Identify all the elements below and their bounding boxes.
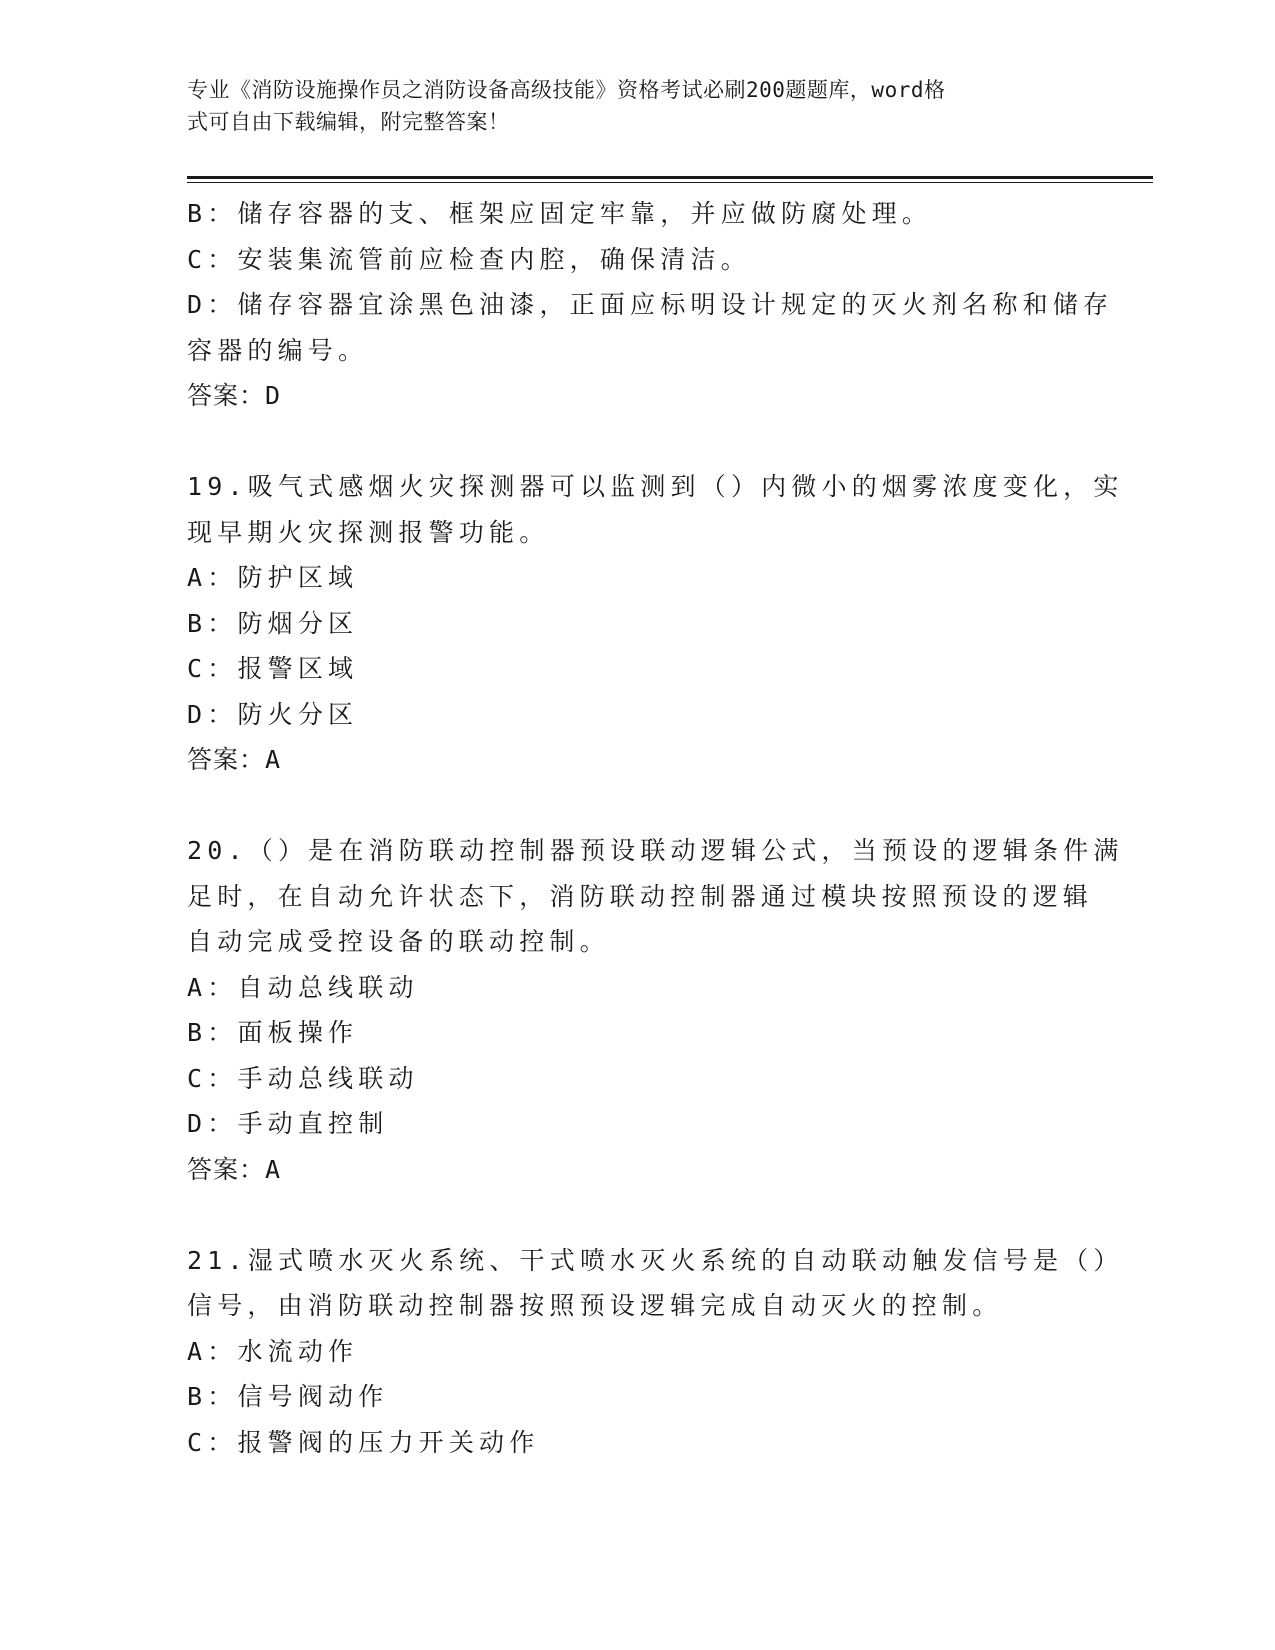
option-b: B：面板操作 [187, 1018, 359, 1047]
option-c: C：手动总线联动 [187, 1063, 419, 1093]
option-a: A：自动总线联动 [187, 972, 419, 1002]
option-d: D：手动直控制 [187, 1109, 389, 1138]
option-b: B：信号阀动作 [187, 1382, 389, 1411]
option-b: B：防烟分区 [187, 608, 359, 638]
question-stem: 自动完成受控设备的联动控制。 [187, 927, 610, 956]
answer: 答案：D [187, 381, 282, 410]
option-c: C：安装集流管前应检查内腔，确保清洁。 [187, 244, 751, 274]
header-line: 专业《消防设施操作员之消防设备高级技能》资格考试必刷200题题库，word格 [187, 78, 946, 102]
header-line: 式可自由下载编辑，附完整答案！ [187, 110, 510, 134]
question-stem: 19.吸气式感烟火灾探测器可以监测到（）内微小的烟雾浓度变化，实 [187, 472, 1124, 501]
option-c: C：报警阀的压力开关动作 [187, 1427, 540, 1457]
answer: 答案：A [187, 1154, 282, 1184]
option-d-continued: 容器的编号。 [187, 335, 369, 365]
option-b: B：储存容器的支、框架应固定牢靠，并应做防腐处理。 [187, 199, 933, 228]
answer: 答案：A [187, 745, 282, 774]
spacer [187, 1192, 1067, 1238]
question-content [187, 191, 1124, 1465]
question-stem: 20.（）是在消防联动控制器预设联动逻辑公式，当预设的逻辑条件满 [187, 836, 1124, 865]
option-d: D：储存容器宜涂黑色油漆，正面应标明设计规定的灭火剂名称和储存 [187, 290, 1114, 319]
option-d: D：防火分区 [187, 699, 359, 729]
header-rule-thick [187, 176, 1153, 179]
header-rule-thin [187, 182, 1153, 183]
option-c: C：报警区域 [187, 654, 359, 683]
question-stem: 足时，在自动允许状态下，消防联动控制器通过模块按照预设的逻辑 [187, 881, 1094, 911]
spacer [187, 783, 1067, 829]
question-stem: 21.湿式喷水灭火系统、干式喷水灭火系统的自动联动触发信号是（） [187, 1245, 1124, 1275]
page-header [187, 74, 1067, 138]
spacer [187, 419, 1067, 465]
option-a: A：水流动作 [187, 1336, 359, 1366]
question-stem: 现早期火灾探测报警功能。 [187, 517, 550, 547]
question-stem: 信号，由消防联动控制器按照预设逻辑完成自动灭火的控制。 [187, 1291, 1003, 1320]
option-a: A：防护区域 [187, 563, 359, 592]
